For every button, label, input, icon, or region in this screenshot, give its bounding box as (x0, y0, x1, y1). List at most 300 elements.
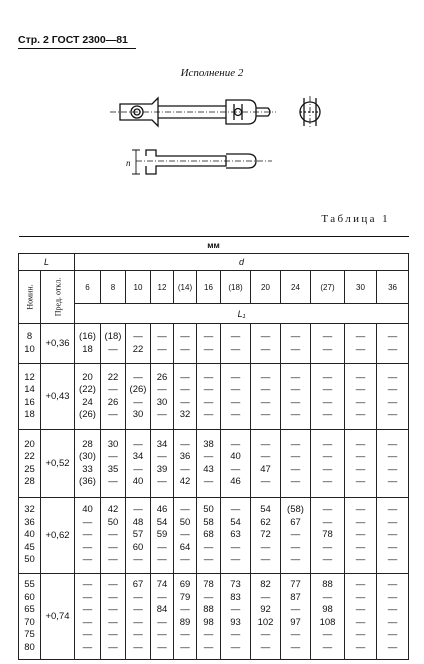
l1-value: 26 (107, 396, 119, 408)
l1-value: 62 (260, 516, 271, 528)
nominal-cell (19, 430, 41, 498)
l1-cell (311, 324, 345, 364)
nominal-value: 40 (24, 529, 35, 541)
l1-value: — (230, 629, 241, 640)
tolerance-cell: +0,52 (41, 430, 75, 498)
l1-value: — (180, 371, 190, 383)
l1-value: — (260, 371, 271, 383)
l1-value: 92 (260, 604, 271, 615)
nominal-cell (19, 574, 41, 660)
l1-value: 64 (179, 541, 191, 553)
nominal-value: 65 (24, 604, 35, 615)
l1-cell (311, 498, 345, 574)
l1-cell (221, 430, 251, 498)
l1-value: — (322, 629, 333, 640)
l1-value: — (108, 409, 118, 420)
l1-value: 35 (107, 463, 119, 475)
l1-value: — (108, 384, 118, 395)
l1-value: 18 (82, 343, 93, 355)
nominal-value: 8 (26, 331, 33, 342)
nominal-value: 16 (24, 396, 35, 408)
l1-value: — (290, 343, 301, 355)
l1-value: 46 (230, 476, 241, 487)
l1-value: 33 (82, 463, 93, 475)
l1-value: (30) (79, 451, 96, 462)
l1-value: — (355, 641, 366, 653)
l1-cell (221, 324, 251, 364)
l1-value: — (260, 438, 271, 450)
l1-cell (197, 324, 221, 364)
l1-value: — (157, 451, 167, 462)
l1-value: — (355, 504, 366, 516)
l1-value: 26 (156, 371, 168, 383)
l1-value: 97 (290, 616, 301, 628)
l1-value: — (230, 504, 241, 516)
l1-value: — (180, 554, 190, 566)
d-value-header: 6 (75, 271, 101, 304)
l1-cell (345, 430, 377, 498)
l1-cell (251, 498, 281, 574)
l1-value: — (387, 409, 398, 420)
l1-cell (101, 574, 126, 660)
l1-cell (377, 574, 409, 660)
l1-value: — (322, 371, 333, 383)
l1-value: — (82, 516, 93, 528)
l1-value: — (290, 451, 301, 462)
l1-value: — (82, 616, 93, 628)
l1-value: — (322, 409, 333, 420)
d-value-header: 10 (126, 271, 151, 304)
l1-value: — (180, 504, 190, 516)
l1-value: — (157, 331, 167, 342)
l1-value: — (157, 343, 167, 355)
l1-value: — (355, 629, 366, 640)
l1-value: 78 (203, 579, 214, 590)
header-rule (18, 48, 136, 49)
l1-value: — (180, 463, 190, 475)
l1-value: — (108, 451, 118, 462)
l1-value: — (203, 371, 214, 383)
l1-cell (345, 574, 377, 660)
l1-cell (345, 364, 377, 430)
l1-cell (251, 364, 281, 430)
l1-value: — (230, 371, 241, 383)
col-tolerance-header: Пред. откл. (41, 271, 75, 324)
l1-cell (101, 430, 126, 498)
l1-value: — (157, 476, 167, 487)
l1-value: — (387, 629, 398, 640)
l1-value: — (133, 463, 143, 475)
l1-value: 68 (203, 529, 214, 541)
l1-cell (197, 574, 221, 660)
d-value-header: 30 (345, 271, 377, 304)
l1-value: — (260, 384, 271, 395)
l1-value: — (230, 554, 241, 566)
l1-value: — (108, 641, 118, 653)
l1-cell (126, 498, 151, 574)
l1-value: — (355, 541, 366, 553)
l1-cell (174, 364, 197, 430)
l1-value: — (180, 529, 190, 541)
l1-cell (151, 364, 174, 430)
d-value-header: 36 (377, 271, 409, 304)
l1-value: 40 (82, 504, 93, 516)
l1-value: — (230, 396, 241, 408)
l1-value: — (230, 331, 241, 342)
l1-cell (311, 364, 345, 430)
l1-value: — (290, 629, 301, 640)
l1-value: 36 (179, 451, 191, 462)
l1-cell (174, 574, 197, 660)
l1-value: — (180, 604, 190, 615)
l1-value: — (387, 451, 398, 462)
l1-value: 42 (179, 476, 191, 487)
l1-value: 79 (179, 591, 191, 603)
l1-value: 87 (290, 591, 301, 603)
l1-value: — (387, 591, 398, 603)
d-value-header: 20 (251, 271, 281, 304)
l1-value: — (108, 554, 118, 566)
l1-value: — (387, 516, 398, 528)
l1-value: — (180, 641, 190, 653)
l1-cell (75, 498, 101, 574)
l1-value: — (290, 604, 301, 615)
nominal-value: 80 (24, 641, 35, 653)
l1-value: 73 (230, 579, 241, 590)
l1-value: — (290, 371, 301, 383)
l1-cell (174, 324, 197, 364)
l1-cell (126, 430, 151, 498)
l1-cell (281, 364, 311, 430)
l1-value: — (82, 554, 93, 566)
l1-value: — (157, 591, 167, 603)
nominal-value: 12 (24, 371, 35, 383)
l1-value: — (82, 604, 93, 615)
l1-value: — (230, 409, 241, 420)
l1-value: — (387, 604, 398, 615)
l1-value: — (133, 629, 143, 640)
nominal-value: 36 (24, 516, 35, 528)
figure-caption: Исполнение 2 (180, 67, 244, 79)
l1-value: — (355, 604, 366, 615)
unit-header: мм (19, 237, 409, 254)
l1-cell (101, 364, 126, 430)
l1-value: — (260, 451, 271, 462)
l1-value: — (322, 451, 333, 462)
l1-value: — (322, 554, 333, 566)
d-value-header: 8 (101, 271, 126, 304)
l1-value: 40 (132, 476, 144, 487)
l1-value: 67 (290, 516, 301, 528)
l1-value: — (290, 529, 301, 541)
l1-value: — (203, 554, 214, 566)
l1-value: — (355, 331, 366, 342)
l1-value: (26) (129, 384, 147, 395)
l1-value: — (355, 343, 366, 355)
l1-value: — (322, 641, 333, 653)
nominal-value: 70 (24, 616, 35, 628)
l1-value: — (322, 438, 333, 450)
l1-value: — (355, 476, 366, 487)
l1-value: — (355, 529, 366, 541)
l1-cell (251, 324, 281, 364)
l1-value: — (133, 371, 143, 383)
l1-cell (197, 364, 221, 430)
l1-value: — (290, 463, 301, 475)
d-value-header: (27) (311, 271, 345, 304)
l1-cell (221, 364, 251, 430)
l1-value: 40 (230, 451, 241, 462)
l1-value: 67 (132, 579, 144, 590)
l1-cell (221, 498, 251, 574)
l1-value: 84 (156, 604, 168, 615)
l1-value: — (133, 331, 143, 342)
l1-value: — (387, 463, 398, 475)
l1-value: 34 (132, 451, 144, 462)
l1-value: — (387, 343, 398, 355)
l1-value: — (260, 409, 271, 420)
l1-value: 72 (260, 529, 271, 541)
l1-value: 54 (230, 516, 241, 528)
l1-cell (281, 430, 311, 498)
l1-cell (151, 430, 174, 498)
l1-value: — (157, 554, 167, 566)
l1-value: — (355, 579, 366, 590)
l1-value: — (387, 371, 398, 383)
l1-value: (18) (104, 331, 122, 342)
front-view-head (146, 150, 226, 174)
l1-value: — (260, 331, 271, 342)
l1-value: — (180, 629, 190, 640)
l1-value: — (290, 384, 301, 395)
l1-value: 22 (107, 371, 119, 383)
nominal-value: 60 (24, 591, 35, 603)
l1-cell (126, 324, 151, 364)
table-row (19, 324, 409, 364)
l1-value: — (260, 641, 271, 653)
nominal-cell (19, 364, 41, 430)
l1-value: — (322, 396, 333, 408)
l1-value: — (355, 463, 366, 475)
l1-cell (251, 574, 281, 660)
l1-value: — (290, 541, 301, 553)
l1-value: — (230, 343, 241, 355)
l1-value: — (387, 529, 398, 541)
l1-value: 108 (319, 616, 336, 628)
l1-cell (311, 574, 345, 660)
l1-value: 43 (203, 463, 214, 475)
l1-value: — (387, 541, 398, 553)
l1-value: — (290, 331, 301, 342)
l1-value: 38 (203, 438, 214, 450)
l1-value: (58) (287, 504, 304, 516)
nominal-value: 14 (24, 384, 35, 395)
tolerance-cell: +0,74 (41, 574, 75, 660)
l1-value: 77 (290, 579, 301, 590)
l1-value: 58 (203, 516, 214, 528)
l1-value: — (260, 396, 271, 408)
nominal-value: 55 (24, 579, 35, 590)
l1-cell (377, 324, 409, 364)
l1-value: — (322, 504, 333, 516)
nominal-value: 50 (24, 554, 35, 566)
table-row (19, 498, 409, 574)
l1-value: — (133, 438, 143, 450)
l1-value: — (355, 554, 366, 566)
table-row (19, 574, 409, 660)
l1-value: 46 (156, 504, 168, 516)
nominal-value: 28 (24, 476, 35, 487)
tolerance-cell: +0,36 (41, 324, 75, 364)
d-value-header: 12 (151, 271, 174, 304)
l1-value: — (157, 629, 167, 640)
l1-value: — (387, 579, 398, 590)
l1-value: 28 (82, 438, 93, 450)
l1-value: — (387, 554, 398, 566)
l1-value: — (82, 641, 93, 653)
l1-value: 34 (156, 438, 168, 450)
l1-value: — (82, 541, 93, 553)
l1-value: — (108, 476, 118, 487)
l1-value: 88 (203, 604, 214, 615)
l1-value: — (203, 451, 214, 462)
col-nominal-header: Номин. (19, 271, 41, 324)
l1-value: — (180, 384, 190, 395)
l1-value: — (355, 384, 366, 395)
page-header: Стр. 2 ГОСТ 2300—81 (18, 34, 128, 46)
l1-value: — (157, 384, 167, 395)
d-value-header: 16 (197, 271, 221, 304)
l1-value: — (133, 591, 143, 603)
l1-cell (75, 430, 101, 498)
l1-value: — (355, 396, 366, 408)
l1-cell (101, 498, 126, 574)
l1-value: — (203, 331, 214, 342)
l1-value: — (260, 343, 271, 355)
l1-value: 57 (132, 529, 144, 541)
l1-value: — (157, 409, 167, 420)
l1-value: 50 (179, 516, 191, 528)
l1-value: 83 (230, 591, 241, 603)
l1-value: — (180, 396, 190, 408)
l1-value: 102 (257, 616, 274, 628)
l1-value: 42 (107, 504, 119, 516)
l1-value: 69 (179, 579, 191, 590)
l1-cell (311, 430, 345, 498)
l1-value: — (355, 438, 366, 450)
l1-cell (197, 498, 221, 574)
l1-cell (101, 324, 126, 364)
l1-value: 78 (322, 529, 333, 541)
l1-cell (281, 498, 311, 574)
d-value-header: (18) (221, 271, 251, 304)
l1-value: — (203, 409, 214, 420)
nominal-value: 22 (24, 451, 35, 462)
l1-value: — (322, 591, 333, 603)
l1-value: 24 (82, 396, 93, 408)
l1-value: — (322, 476, 333, 487)
l1-value: 30 (156, 396, 168, 408)
nominal-value: 20 (24, 438, 35, 450)
l1-value: 74 (156, 579, 168, 590)
l1-value: — (322, 384, 333, 395)
l1-value: — (290, 476, 301, 487)
l1-value: — (387, 504, 398, 516)
col-L1-header: L₁ (75, 304, 409, 324)
l1-value: 50 (203, 504, 214, 516)
l1-value: — (108, 579, 118, 590)
l1-value: — (260, 554, 271, 566)
l1-cell (281, 324, 311, 364)
table-row (19, 364, 409, 430)
l1-value: (22) (79, 384, 96, 395)
l1-value: 30 (107, 438, 119, 450)
l1-value: 93 (230, 616, 241, 628)
l1-value: 59 (156, 529, 168, 541)
l1-value: — (157, 541, 167, 553)
l1-value: — (82, 591, 93, 603)
l1-value: — (290, 396, 301, 408)
l1-value: — (108, 343, 118, 355)
l1-value: — (203, 541, 214, 553)
l1-value: — (108, 591, 118, 603)
l1-value: — (355, 516, 366, 528)
l1-value: — (157, 616, 167, 628)
l1-cell (197, 430, 221, 498)
l1-value: — (82, 529, 93, 541)
l1-value: — (180, 438, 190, 450)
l1-value: — (133, 616, 143, 628)
l1-cell (174, 498, 197, 574)
l1-value: — (322, 463, 333, 475)
nominal-cell (19, 498, 41, 574)
l1-value: — (230, 438, 241, 450)
l1-value: — (108, 629, 118, 640)
dim-label: n (126, 158, 131, 168)
l1-value: 22 (132, 343, 144, 355)
l1-value: — (387, 616, 398, 628)
l1-value: 20 (82, 371, 93, 383)
l1-cell (174, 430, 197, 498)
l1-value: (36) (79, 476, 96, 487)
nominal-value: 75 (24, 629, 35, 640)
l1-value: — (203, 476, 214, 487)
l1-value: 89 (179, 616, 191, 628)
l1-value: — (133, 641, 143, 653)
l1-value: — (203, 384, 214, 395)
l1-value: — (322, 343, 333, 355)
l1-value: 39 (156, 463, 168, 475)
l1-value: — (322, 331, 333, 342)
l1-cell (151, 324, 174, 364)
l1-value: — (180, 343, 190, 355)
l1-value: — (355, 409, 366, 420)
l1-cell (251, 430, 281, 498)
l1-value: — (355, 451, 366, 462)
nominal-value: 45 (24, 541, 35, 553)
nominal-value: 10 (24, 343, 35, 355)
l1-value: — (133, 396, 143, 408)
l1-value: — (322, 541, 333, 553)
l1-value: — (322, 516, 333, 528)
l1-value: (16) (79, 331, 96, 342)
l1-value: — (387, 396, 398, 408)
l1-value: (26) (79, 409, 96, 420)
l1-value: 60 (132, 541, 144, 553)
l1-value: 63 (230, 529, 241, 541)
l1-value: — (133, 604, 143, 615)
l1-value: — (230, 541, 241, 553)
